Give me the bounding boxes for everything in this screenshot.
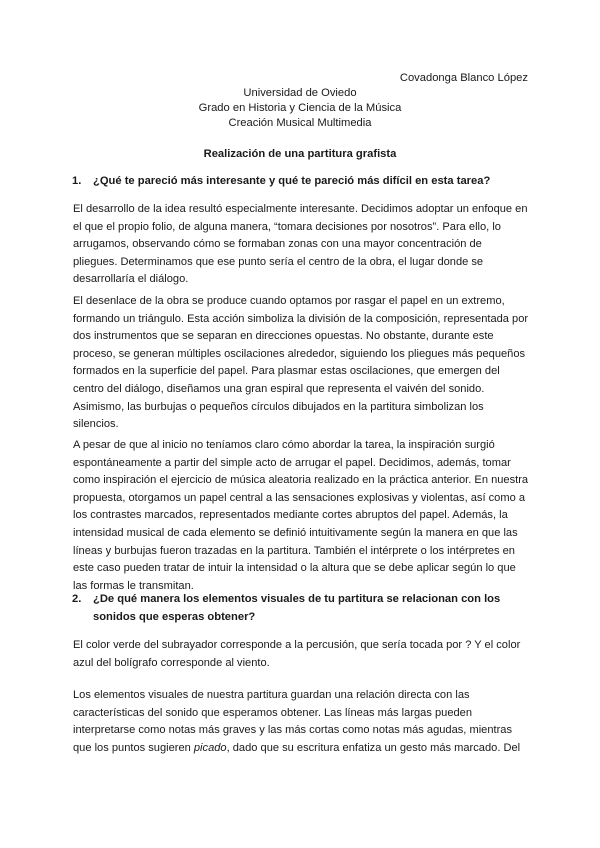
question-1-number: 1.	[72, 175, 82, 187]
paragraph-5	[73, 687, 529, 757]
question-2-text: ¿De qué manera los elementos visuales de tu partitura se relacionan con los sonidos que esperas obtener?	[93, 593, 501, 623]
degree-line: Grado en Historia y Ciencia de la Música	[198, 102, 402, 114]
paragraph-2: El desenlace de la obra se produce cuando optamos por rasgar el papel en un extremo, formando un triángulo. Esta acción simboliza la división de la composición, representada por dos instrumentos que se separan en direcciones opuestas. No obstante, durante este proceso, se generan múltiples oscilaciones alrededor, siguiendo los pliegues más pequeños formados en la superficie del papel. Para plasmar estas oscilaciones, que emergen del centro del diálogo, diseñamos una gran espiral que representa el vaivén del sonido. Asimismo, las burbujas o pequeños círculos dibujados en la partitura simbolizan los silencios.	[73, 295, 529, 431]
course-line: Creación Musical Multimedia	[228, 117, 372, 129]
paragraph-3: A pesar de que al inicio no teníamos claro cómo abordar la tarea, la inspiración surgió espontáneamente a partir del simple acto de arrugar el papel. Decidimos, además, tomar como inspiración el ejercicio de música aleatoria realizado en la práctica anterior. En nuestra propuesta, otorgamos un papel central a las sensaciones explosivas y violentas, así como a los contrastes marcados, representados mediante cortes abruptos del papel. Además, la intensidad musical de cada elemento se definió intuitivamente según la manera en que las líneas y burbujas fueron trazadas en la partitura. También el intérprete o los intérpretes en este caso pueden tratar de intuir la intensidad o la altura que se debe aplicar según lo que las formas le transmitan.	[73, 439, 529, 592]
paragraph-1: El desarrollo de la idea resultó especialmente interesante. Decidimos adoptar un enfoque en el que el propio folio, de alguna manera, “tomara decisiones por nosotros”. Para ello, lo arrugamos, observando cómo se formaban zonas con una mayor concentración de pliegues. Determinamos que ese punto sería el centro de la obra, el lugar donde se desarrollaría el diálogo.	[73, 203, 528, 286]
question-1-text: ¿Qué te pareció más interesante y qué te pareció más difícil en esta tarea?	[93, 175, 491, 187]
paragraph-5-emphasis: picado	[193, 741, 227, 754]
question-2-number: 2.	[72, 593, 82, 605]
question-1	[72, 173, 533, 191]
document-title: Realización de una partitura grafista	[203, 148, 397, 160]
university-line: Universidad de Oviedo	[243, 87, 357, 99]
paragraph-4: El color verde del subrayador corresponde a la percusión, que sería tocada por ? Y el color azul del bolígrafo corresponde al viento.	[73, 639, 521, 669]
affiliation-block	[0, 86, 600, 131]
paragraph-5-start: Los elementos visuales de nuestra partitura guardan una relación directa con las características del sonido que esperamos obtener. Las líneas más largas pueden interpretarse como notas más graves y las más cortas como notas más agudas, mientras que los puntos sugieren	[73, 689, 513, 754]
author-name: Covadonga Blanco López	[399, 72, 528, 84]
question-2	[72, 591, 533, 626]
paragraph-5-end: , dado que su escritura enfatiza un gesto más marcado. Del	[226, 741, 521, 754]
